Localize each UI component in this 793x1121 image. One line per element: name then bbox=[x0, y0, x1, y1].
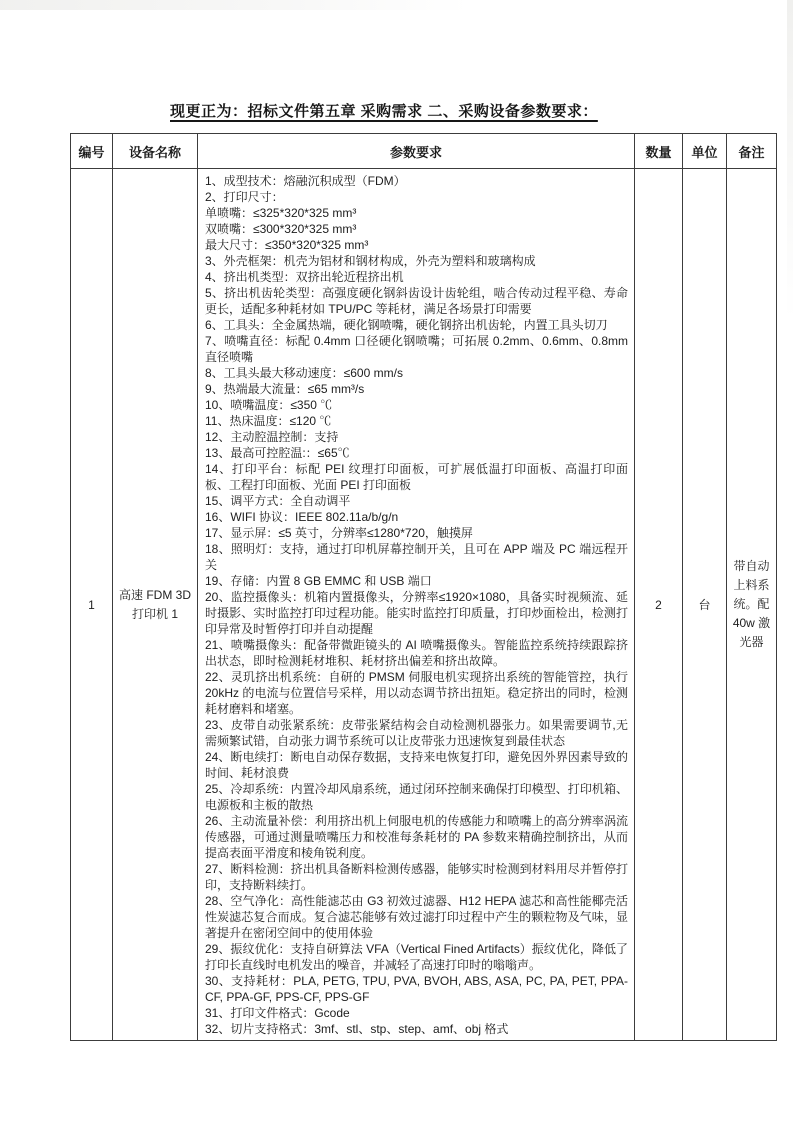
parameter-line: 19、存储：内置 8 GB EMMC 和 USB 端口 bbox=[205, 574, 432, 588]
parameter-line: 13、最高可控腔温:：≤65℃ bbox=[205, 446, 350, 460]
parameter-line: 25、冷却系统：内置冷却风扇系统，通过闭环控制来确保打印模型、打印机箱、电源板和主板的散热 bbox=[205, 782, 628, 812]
row-number-cell: 1 bbox=[71, 169, 113, 1041]
column-header-parameters: 参数要求 bbox=[198, 134, 635, 169]
parameter-line: 6、工具头：全金属热端，硬化钢喷嘴，硬化钢挤出机齿轮，内置工具头切刀 bbox=[205, 318, 608, 332]
parameter-line: 3、外壳框架：机壳为铝材和钢材构成，外壳为塑料和玻璃构成 bbox=[205, 254, 536, 268]
remark-cell: 带自动上料系统。配40w 激光器 bbox=[727, 169, 777, 1041]
parameter-line: 7、喷嘴直径：标配 0.4mm 口径硬化钢喷嘴；可拓展 0.2mm、0.6mm、0.8mm 直径喷嘴 bbox=[205, 334, 628, 364]
parameter-line: 32、切片支持格式：3mf、stl、stp、step、amf、obj 格式 bbox=[205, 1022, 509, 1036]
parameter-line: 24、断电续打：断电自动保存数据，支持来电恢复打印，避免因外界因素导致的时间、耗材浪费 bbox=[205, 750, 628, 780]
parameter-line: 23、皮带自动张紧系统：皮带张紧结构会自动检测机器张力。如果需要调节,无需频繁试错，自动张力调节系统可以让皮带张力迅速恢复到最佳状态 bbox=[205, 718, 628, 748]
column-header-quantity: 数量 bbox=[635, 134, 683, 169]
parameter-list bbox=[205, 173, 628, 1037]
parameter-line: 9、热端最大流量：≤65 mm³/s bbox=[205, 382, 365, 396]
parameter-line: 12、主动腔温控制：支持 bbox=[205, 430, 339, 444]
parameter-line: 31、打印文件格式：Gcode bbox=[205, 1006, 350, 1020]
device-name-cell: 高速 FDM 3D 打印机 1 bbox=[113, 169, 198, 1041]
parameter-line: 单喷嘴：≤325*320*325 mm³ bbox=[205, 206, 357, 220]
parameter-line: 11、热床温度：≤120 ℃ bbox=[205, 414, 332, 428]
quantity-cell: 2 bbox=[635, 169, 683, 1041]
parameter-line: 28、空气净化：高性能滤芯由 G3 初效过滤器、H12 HEPA 滤芯和高性能椰壳活性炭滤芯复合而成。复合滤芯能够有效过滤打印过程中产生的颗粒物及气味，显著提升在密闭空间中的使用体验 bbox=[205, 894, 628, 940]
parameter-line: 双喷嘴：≤300*320*325 mm³ bbox=[205, 222, 357, 236]
column-header-unit: 单位 bbox=[683, 134, 727, 169]
parameter-line: 15、调平方式：全自动调平 bbox=[205, 494, 351, 508]
parameter-line: 17、显示屏：≤5 英寸，分辨率≤1280*720，触摸屏 bbox=[205, 526, 473, 540]
parameter-line: 21、喷嘴摄像头：配备带微距镜头的 AI 喷嘴摄像头。智能监控系统持续跟踪挤出状态，即时检测耗材堆积、耗材挤出偏差和挤出故障。 bbox=[205, 638, 628, 668]
scan-artifact bbox=[0, 0, 470, 10]
parameter-line: 10、喷嘴温度：≤350 ℃ bbox=[205, 398, 333, 412]
parameter-line: 16、WIFI 协议：IEEE 802.11a/b/g/n bbox=[205, 510, 399, 524]
parameter-line: 30、支持耗材：PLA, PETG, TPU, PVA, BVOH, ABS, ASA, PC, PA, PET, PPA-CF, PPA-GF, PPS-CF, PPS-GF bbox=[205, 974, 628, 1004]
page-title: 现更正为：招标文件第五章 采购需求 二、采购设备参数要求： bbox=[170, 103, 598, 120]
parameters-cell bbox=[198, 169, 635, 1041]
scan-artifact bbox=[787, 0, 793, 320]
table-row bbox=[71, 169, 777, 1041]
parameter-line: 20、监控摄像头：机箱内置摄像头，分辨率≤1920×1080，具备实时视频流、延时摄影、实时监控打印过程功能。能实时监控打印质量，打印炒面检出，检测打印异常及时暂停打印并自动提醒 bbox=[205, 590, 628, 636]
parameter-line: 1、成型技术：熔融沉积成型（FDM） bbox=[205, 174, 406, 188]
parameter-line: 18、照明灯：支持，通过打印机屏幕控制开关，且可在 APP 端及 PC 端远程开关 bbox=[205, 542, 628, 572]
unit-cell: 台 bbox=[683, 169, 727, 1041]
parameter-line: 27、断料检测：挤出机具备断料检测传感器，能够实时检测到材料用尽并暂停打印，支持断料续打。 bbox=[205, 862, 628, 892]
parameter-line: 14、打印平台：标配 PEI 纹理打印面板，可扩展低温打印面板、高温打印面板、工程打印面板、光面 PEI 打印面板 bbox=[205, 462, 628, 492]
parameter-line: 5、挤出机齿轮类型：高强度硬化钢斜齿设计齿轮组，啮合传动过程平稳、寿命更长，适配多种耗材如 TPU/PC 等耗材，满足各场景打印需要 bbox=[205, 286, 628, 316]
parameter-line: 8、工具头最大移动速度：≤600 mm/s bbox=[205, 366, 403, 380]
column-header-number: 编号 bbox=[71, 134, 113, 169]
parameter-line: 4、挤出机类型：双挤出轮近程挤出机 bbox=[205, 270, 404, 284]
parameter-line: 26、主动流量补偿：利用挤出机上伺服电机的传感能力和喷嘴上的高分辨率涡流传感器，可通过测量喷嘴压力和校准每条耗材的 PA 参数来精确控制挤出，从而提高表面平滑度和棱角锐利度。 bbox=[205, 814, 628, 860]
equipment-spec-table bbox=[70, 133, 777, 1041]
column-header-device-name: 设备名称 bbox=[113, 134, 198, 169]
column-header-remark: 备注 bbox=[727, 134, 777, 169]
parameter-line: 22、灵玑挤出机系统：自研的 PMSM 伺服电机实现挤出系统的智能管控，执行 20kHz 的电流与位置信号采样，用以动态调节挤出扭矩。稳定挤出的同时，检测耗材磨料和堵塞。 bbox=[205, 670, 628, 716]
parameter-line: 最大尺寸：≤350*320*325 mm³ bbox=[205, 238, 369, 252]
parameter-line: 29、振纹优化：支持自研算法 VFA（Vertical Fined Artifacts）振纹优化，降低了打印长直线时电机发出的噪音，并减轻了高速打印时的嗡嗡声。 bbox=[205, 942, 628, 972]
table-header-row bbox=[71, 134, 777, 169]
parameter-line: 2、打印尺寸： bbox=[205, 190, 284, 204]
